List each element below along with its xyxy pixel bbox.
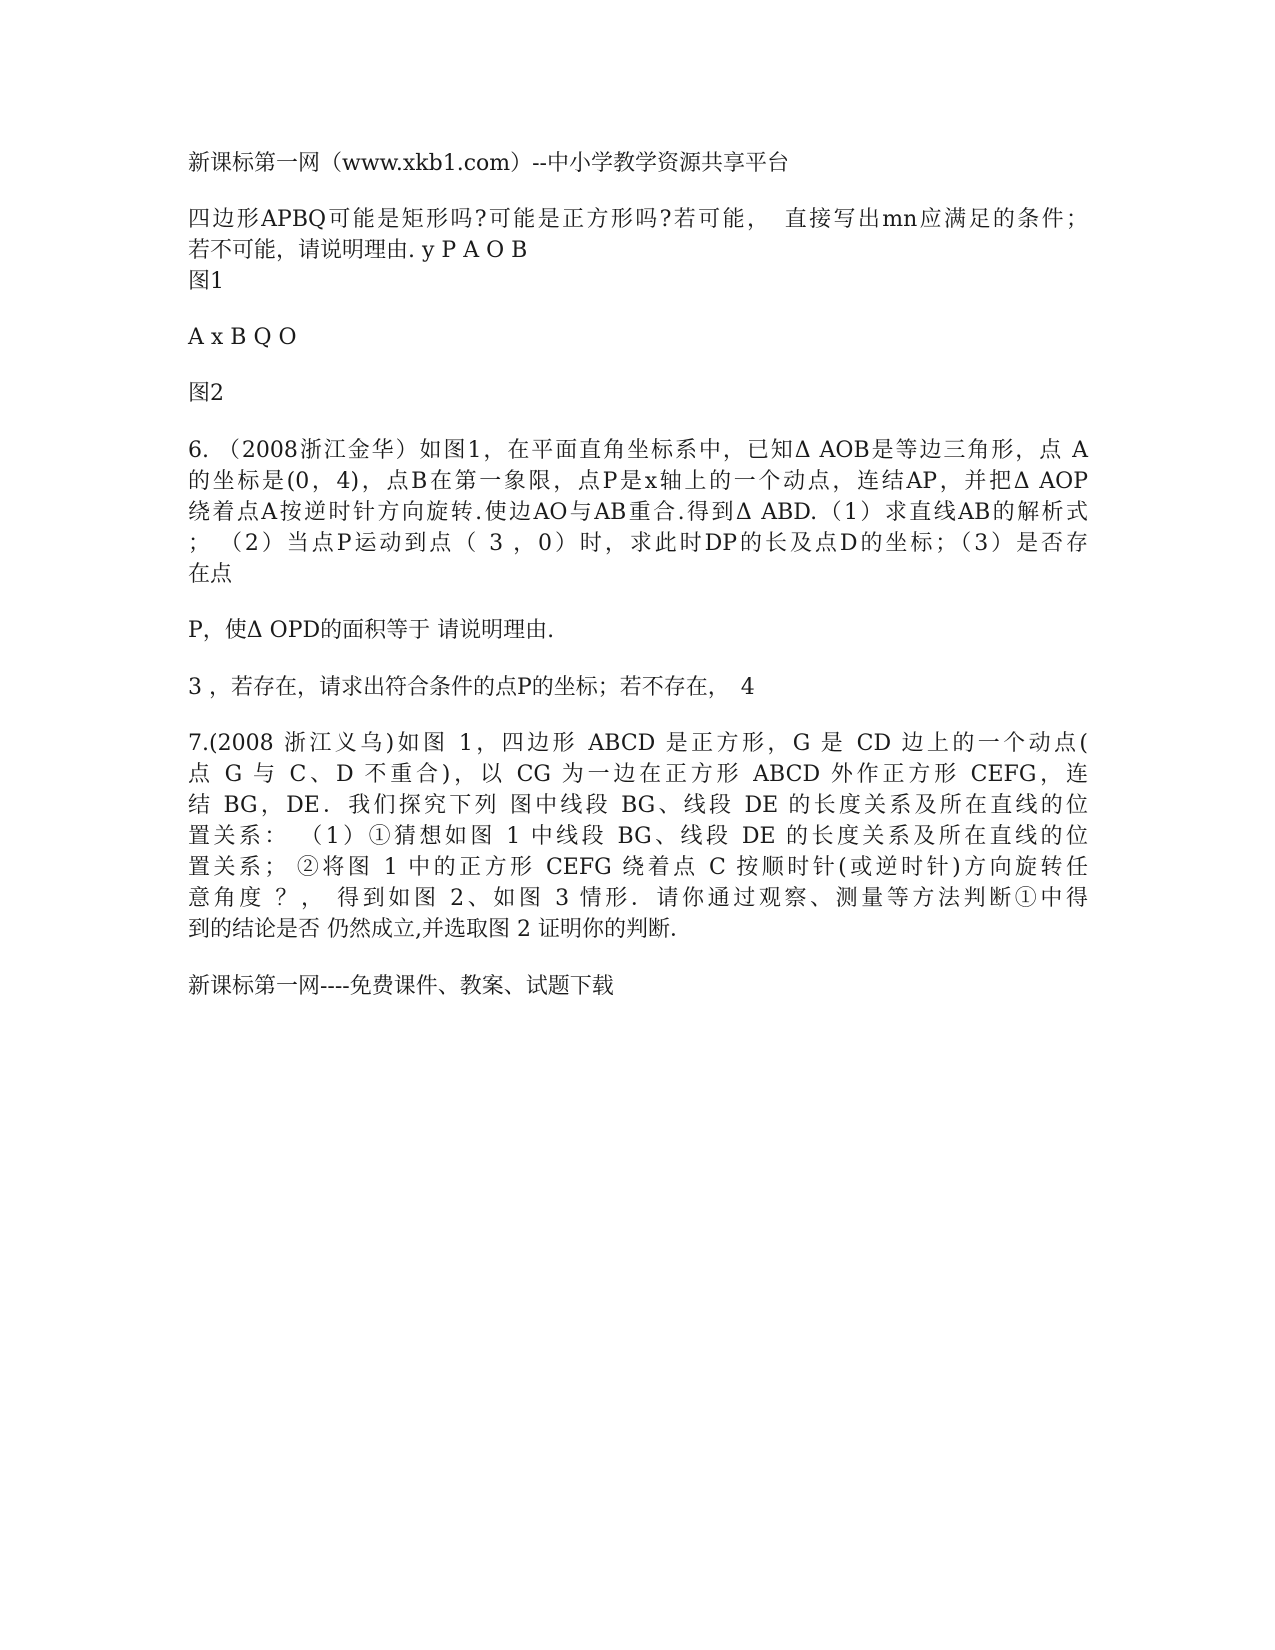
quadrilateral-question-line-1: 四边形APBQ可能是矩形吗?可能是正方形吗?若可能， 直接写出mn应满足的条件；: [188, 207, 1088, 232]
problem-7-line-2: 点 G 与 C、D 不重合)，以 CG 为一边在正方形 ABCD 外作正方形 CEFG，连: [188, 762, 1088, 787]
problem-6-line-3: 绕着点A按逆时针方向旋转.使边AO与AB重合.得到Δ ABD.（1）求直线AB的解析式: [188, 500, 1088, 525]
figure-2-caption: 图2: [188, 381, 224, 406]
figure-1-caption: 图1: [188, 269, 224, 294]
problem-7-line-1: 7.(2008 浙江义乌)如图 1，四边形 ABCD 是正方形，G 是 CD 边上的一个动点(: [188, 731, 1088, 756]
problem-7-line-3: 结 BG，DE．我们探究下列 图中线段 BG、线段 DE 的长度关系及所在直线的位: [188, 793, 1088, 818]
site-footer: 新课标第一网----免费课件、教案、试题下载: [188, 974, 614, 999]
problem-7-line-6: 意角度 ？， 得到如图 2、如图 3 情形．请你通过观察、测量等方法判断①中得: [188, 886, 1088, 911]
site-header: 新课标第一网（www.xkb1.com）--中小学教学资源共享平台: [188, 151, 789, 176]
problem-6-line-4: ； （2）当点P运动到点（ 3 ，0）时，求此时DP的长及点D的坐标；（3）是否存: [188, 531, 1088, 556]
quadrilateral-question-line-2: 若不可能，请说明理由. y P A O B: [188, 238, 528, 263]
problem-7-line-7: 到的结论是否 仍然成立,并选取图 2 证明你的判断．: [188, 917, 692, 942]
problem-6-continuation-1: P，使Δ OPD的面积等于 请说明理由.: [188, 618, 555, 643]
problem-6-line-5: 在点: [188, 562, 233, 587]
problem-6-continuation-2: 3 ，若存在，请求出符合条件的点P的坐标；若不存在， 4: [188, 675, 755, 700]
problem-7-line-4: 置关系： （1）①猜想如图 1 中线段 BG、线段 DE 的长度关系及所在直线的位: [188, 824, 1088, 849]
figure-point-labels: A x B Q O: [188, 325, 297, 350]
problem-6-line-1: 6. （2008浙江金华）如图1，在平面直角坐标系中，已知Δ AOB是等边三角形，点 A: [188, 438, 1088, 463]
problem-7-line-5: 置关系； ②将图 1 中的正方形 CEFG 绕着点 C 按顺时针(或逆时针)方向旋转任: [188, 855, 1088, 880]
problem-6-line-2: 的坐标是(0，4)，点B在第一象限，点P是x轴上的一个动点，连结AP，并把Δ AOP: [188, 469, 1088, 494]
